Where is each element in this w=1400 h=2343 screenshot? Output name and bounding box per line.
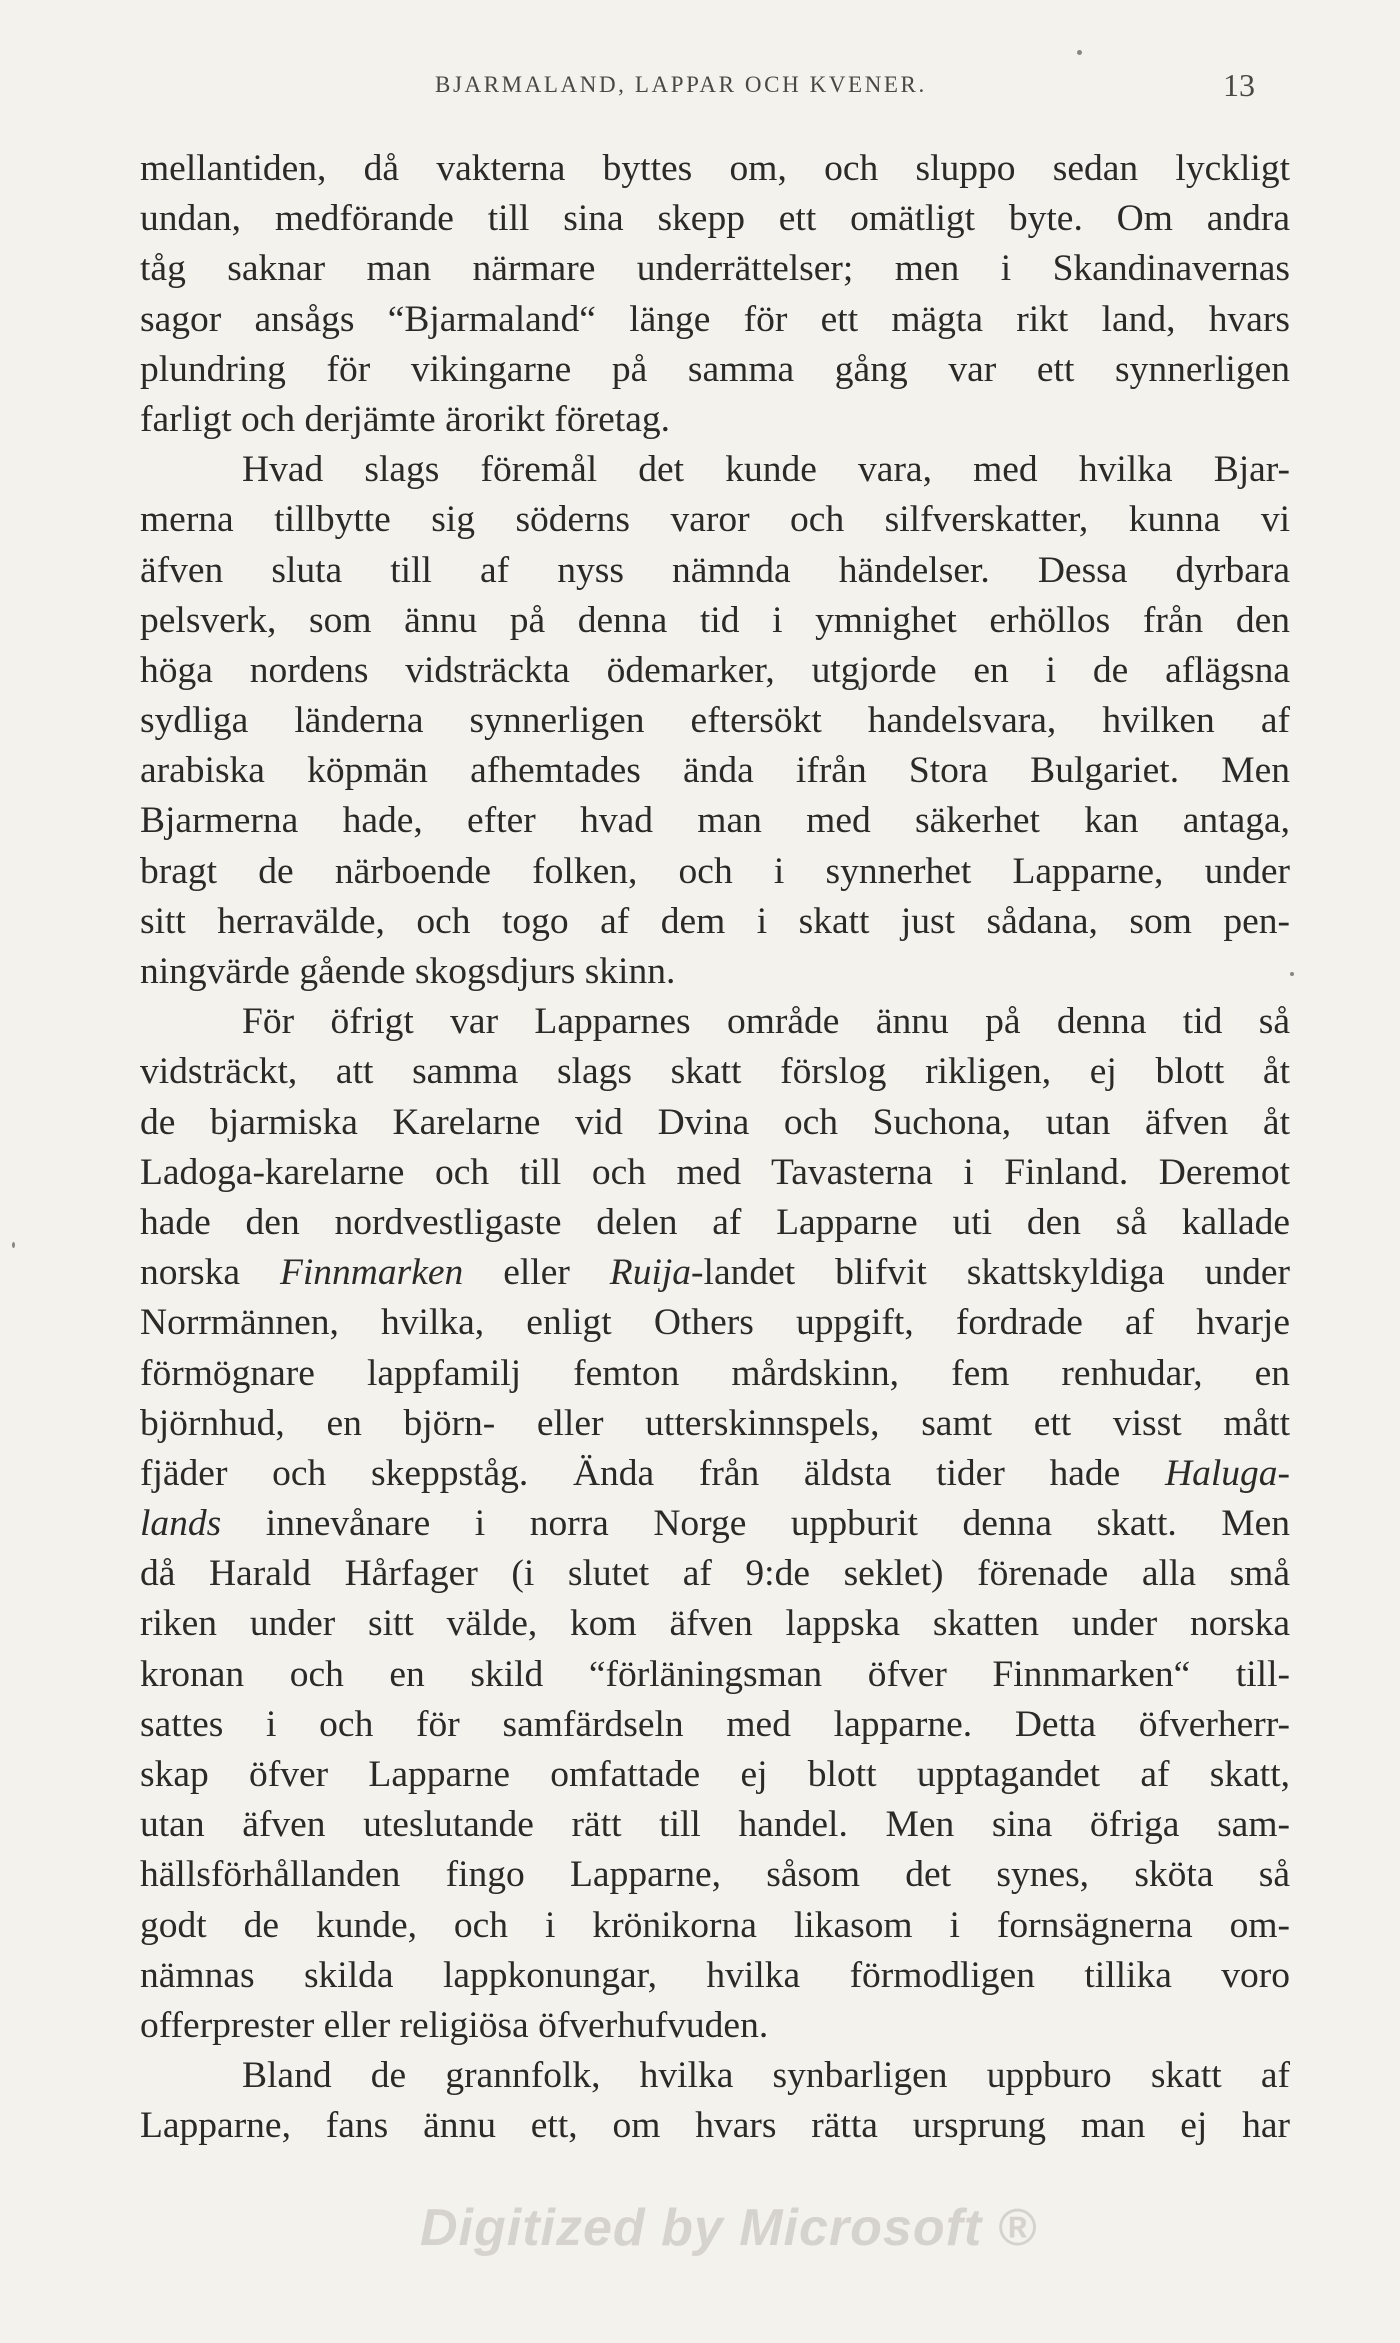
text-run: norska [140, 1252, 280, 1294]
text-line: utan äfven uteslutande rätt till handel. Men sina öfriga sam- [140, 1804, 1290, 1846]
text-line: hade den nordvestligaste delen af Lapparne uti den så kallade [140, 1201, 1290, 1243]
text-line: godt de kunde, och i krönikorna likasom i fornsägnerna om- [140, 1904, 1290, 1946]
text-line: björnhud, en björn- eller utterskinnspels, samt ett visst mått [140, 1402, 1290, 1444]
paragraph-start-line: Bland de grannfolk, hvilka synbarligen uppburo skatt af [242, 2055, 1290, 2097]
text-line: skap öfver Lapparne omfattade ej blott upptagandet af skatt, [140, 1754, 1290, 1795]
text-line: pelsverk, som ännu på denna tid i ymnighet erhöllos från den [140, 599, 1290, 641]
text-run: -landet blifvit skattskyldiga under [691, 1252, 1290, 1294]
paper-speck [1077, 50, 1082, 55]
text-line: sydliga länderna synnerligen eftersökt handelsvara, hvilken af [140, 700, 1290, 742]
text-line: offerprester eller religiösa öfverhufvuden. [140, 2004, 769, 2046]
text-line: plundring för vikingarne på samma gång var ett synnerligen [140, 348, 1290, 390]
text-line: sattes i och för samfärdseln med lapparne. Detta öfverherr- [140, 1703, 1290, 1745]
italic-term: Haluga- [1165, 1452, 1290, 1494]
running-title: BJARMALAND, LAPPAR OCH KVENER. [435, 72, 927, 97]
text-line: Bjarmerna hade, efter hvad man med säkerhet kan antaga, [140, 800, 1290, 842]
text-line-with-italics [140, 1499, 1290, 1549]
italic-term: Finnmarken [279, 1252, 464, 1294]
text-line: vidsträckt, att samma slags skatt förslog rikligen, ej blott åt [140, 1051, 1290, 1093]
text-line: mellantiden, då vakterna byttes om, och sluppo sedan lyckligt [140, 148, 1290, 189]
text-line: de bjarmiska Karelarne vid Dvina och Suchona, utan äfven åt [140, 1101, 1290, 1143]
text-line: hällsförhållanden fingo Lapparne, såsom det synes, sköta så [140, 1854, 1290, 1896]
paragraph-start-line: För öfrigt var Lapparnes område ännu på denna tid så [242, 1001, 1290, 1043]
text-line: Ladoga-karelarne och till och med Tavasterna i Finland. Deremot [140, 1151, 1290, 1193]
text-run: eller [463, 1252, 610, 1294]
text-line: undan, medförande till sina skepp ett omätligt byte. Om andra [140, 198, 1290, 240]
text-line-with-italics [140, 1449, 1290, 1499]
text-line: ningvärde gående skogsdjurs skinn. [140, 951, 676, 992]
text-line: tåg saknar man närmare underrättelser; men i Skandinavernas [140, 248, 1290, 290]
text-line: kronan och en skild “förläningsman öfver Finnmarken“ till- [140, 1653, 1290, 1695]
text-line: äfven sluta till af nyss nämnda händelser. Dessa dyrbara [140, 549, 1290, 591]
paragraph-start-line: Hvad slags föremål det kunde vara, med hvilka Bjar- [242, 449, 1290, 491]
text-line: förmögnare lappfamilj femton mårdskinn, fem renhudar, en [140, 1352, 1290, 1394]
text-run: innevånare i norra Norge uppburit denna skatt. Men [221, 1503, 1290, 1545]
paper-speck [12, 1242, 15, 1248]
italic-term: lands [140, 1503, 222, 1545]
text-line: höga nordens vidsträckta ödemarker, utgjorde en i de aflägsna [140, 649, 1290, 691]
text-line: farligt och derjämte ärorikt företag. [140, 398, 670, 440]
text-run: fjäder och skeppståg. Ända från äldsta tider hade [140, 1452, 1165, 1494]
text-line: riken under sitt välde, kom äfven lappska skatten under norska [140, 1603, 1290, 1645]
text-line: nämnas skilda lappkonungar, hvilka förmodligen tillika voro [140, 1954, 1290, 1996]
text-line: merna tillbytte sig söderns varor och silfverskatter, kunna vi [140, 499, 1290, 541]
text-line: bragt de närboende folken, och i synnerhet Lapparne, under [140, 850, 1290, 892]
body-text [140, 144, 1290, 2152]
text-line: arabiska köpmän afhemtades ända ifrån Stora Bulgariet. Men [140, 750, 1290, 792]
paper-speck [1290, 972, 1294, 976]
text-line-with-italics [140, 1248, 1290, 1298]
text-line: Norrmännen, hvilka, enligt Others uppgift, fordrade af hvarje [140, 1302, 1290, 1344]
italic-term: Ruija [609, 1252, 692, 1294]
digitization-watermark: Digitized by Microsoft ® [420, 2199, 1037, 2257]
running-header [140, 67, 1255, 110]
text-line: då Harald Hårfager (i slutet af 9:de seklet) förenade alla små [140, 1553, 1290, 1595]
page-number: 13 [1223, 67, 1255, 103]
text-line: sitt herravälde, och togo af dem i skatt just sådana, som pen- [140, 900, 1290, 942]
text-line: Lapparne, fans ännu ett, om hvars rätta ursprung man ej har [140, 2105, 1290, 2147]
text-line: sagor ansågs “Bjarmaland“ länge för ett mägta rikt land, hvars [140, 298, 1290, 340]
